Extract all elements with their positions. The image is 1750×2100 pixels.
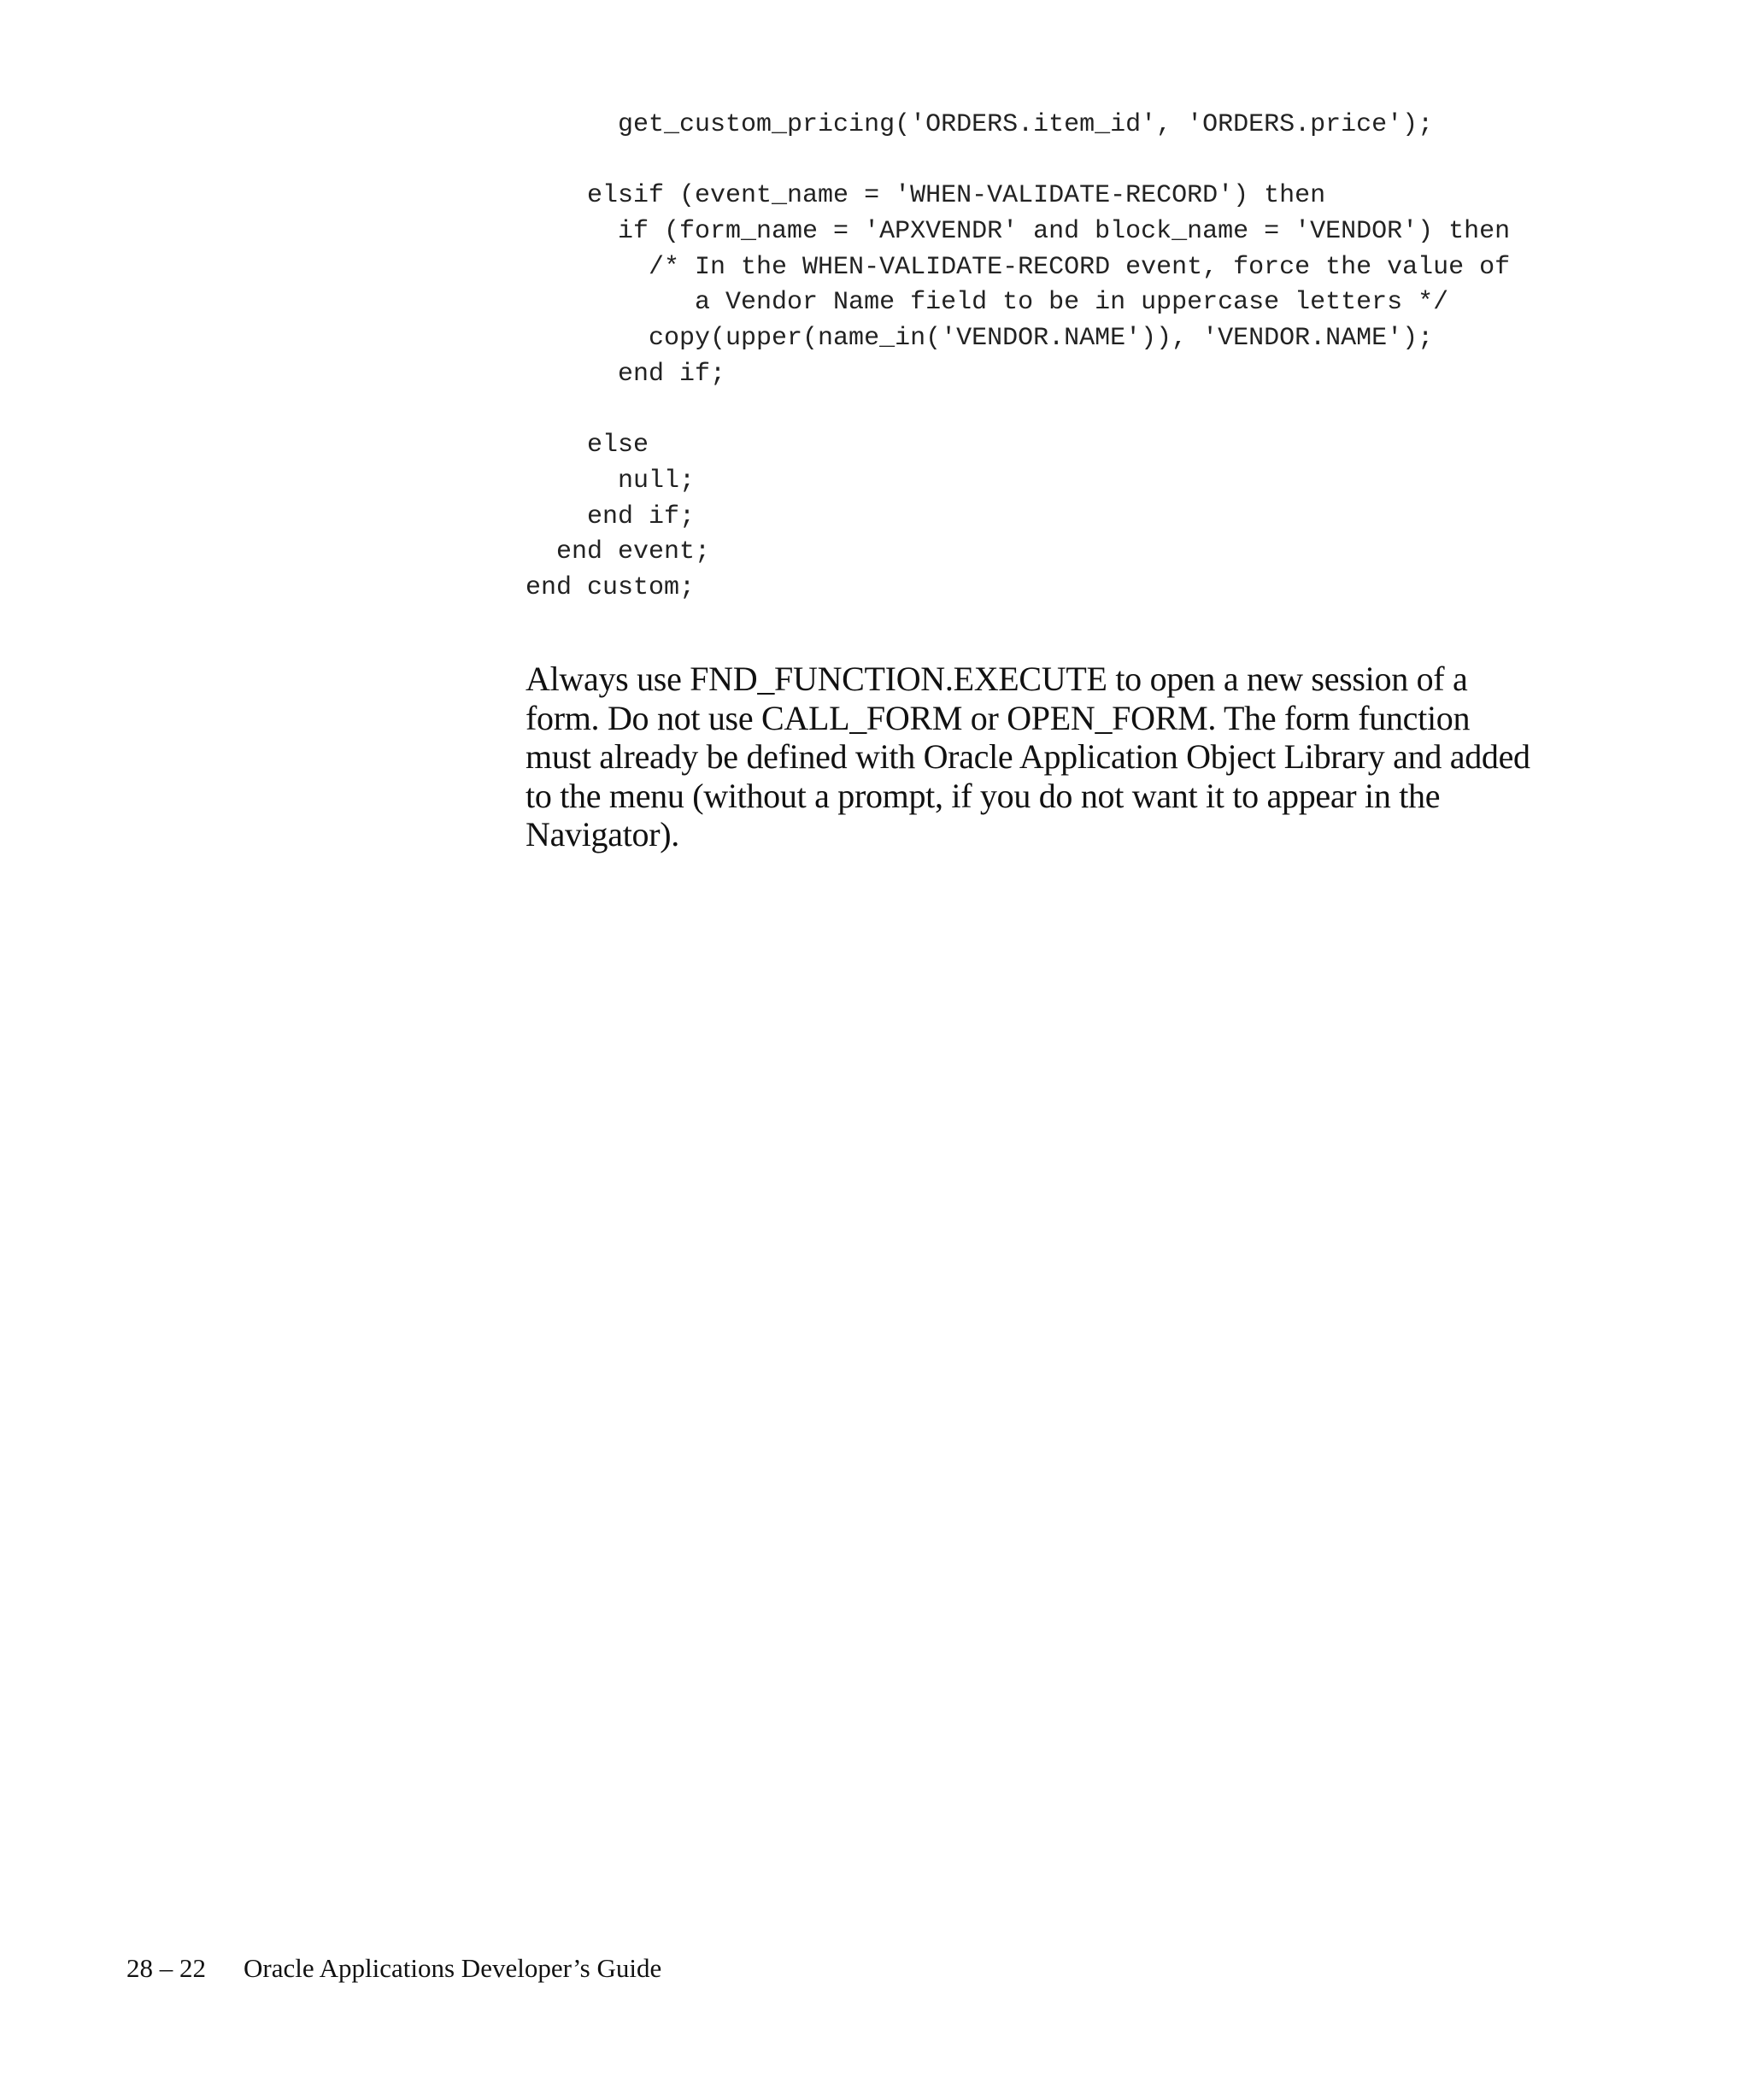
code-line: end custom;	[526, 572, 696, 602]
code-line: end if;	[526, 502, 696, 531]
book-title: Oracle Applications Developer’s Guide	[244, 1953, 662, 1983]
code-line: null;	[526, 466, 696, 496]
code-line: get_custom_pricing('ORDERS.item_id', 'ORDERS.price');	[526, 110, 1434, 139]
code-line: /* In the WHEN-VALIDATE-RECORD event, force the value of	[526, 252, 1511, 282]
page-number: 28 – 22	[126, 1953, 206, 1983]
code-line	[526, 393, 1510, 429]
page-footer	[126, 1953, 661, 1984]
code-line: else	[526, 431, 649, 460]
code-example	[526, 108, 1510, 607]
code-line: a Vendor Name field to be in uppercase letters */	[526, 288, 1449, 318]
code-line: elsif (event_name = 'WHEN-VALIDATE-RECORD') then	[526, 181, 1326, 211]
code-line: end if;	[526, 359, 726, 389]
code-line: copy(upper(name_in('VENDOR.NAME')), 'VENDOR.NAME');	[526, 324, 1434, 354]
body-paragraph: Always use FND_FUNCTION.EXECUTE to open a new session of a form. Do not use CALL_FORM or OPEN_FORM. The form function must already be defined with Oracle Application Object Library and added to the menu (without a prompt, if you do not want it to appear in the Navigator).	[526, 660, 1530, 853]
code-line	[526, 144, 1510, 179]
code-line: end event;	[526, 537, 711, 567]
code-line: if (form_name = 'APXVENDR' and block_name = 'VENDOR') then	[526, 217, 1511, 247]
